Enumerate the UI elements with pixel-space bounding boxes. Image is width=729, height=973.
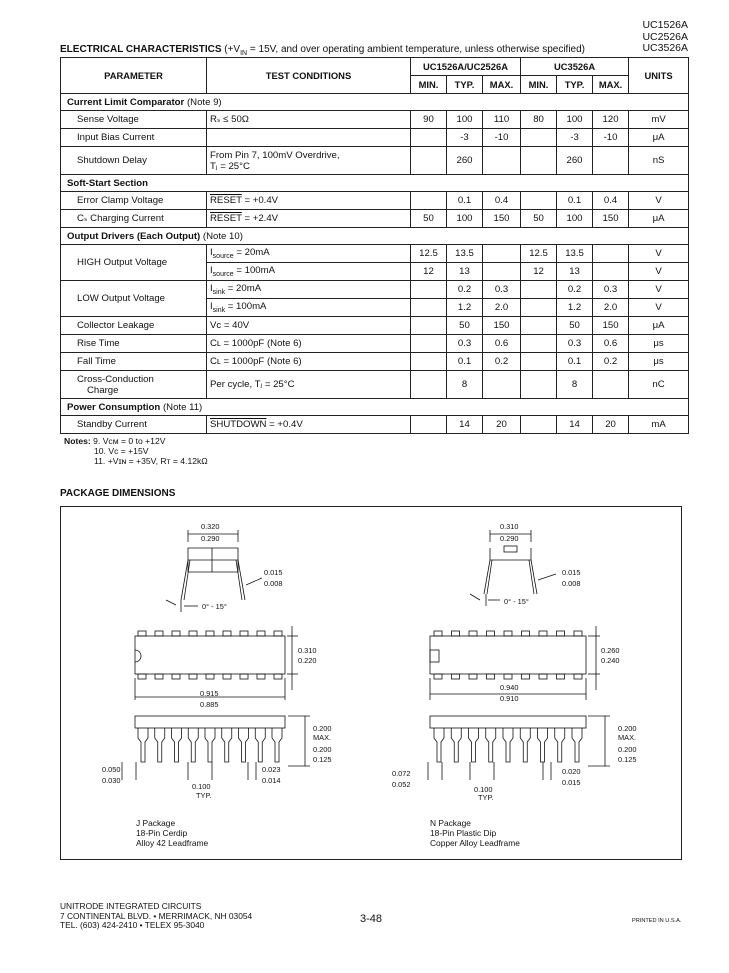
dimension-labels [102, 522, 637, 802]
ec-title-text: (+V [221, 44, 241, 55]
j-label-line: Alloy 42 Leadframe [136, 838, 209, 848]
bottom-pin [189, 674, 197, 679]
cell-param: Rise Time [61, 335, 207, 353]
cell-value: 110 [483, 111, 521, 129]
cell-value: 13.5 [447, 245, 483, 263]
cond-sub: source [212, 270, 234, 278]
cell-unit: mV [629, 111, 689, 129]
cell-value: 14 [447, 416, 483, 434]
cell-unit: nC [629, 371, 689, 399]
section-title: Output Drivers (Each Output) [67, 230, 201, 242]
top-pin [504, 631, 512, 636]
cell-value: 8 [447, 371, 483, 399]
dim-j-lead-width-min: 0.014 [262, 776, 281, 785]
cond-text: = +0.4V [266, 419, 303, 430]
cell-value: 13.5 [557, 245, 593, 263]
top-pin [223, 631, 231, 636]
cell-value: 50 [411, 210, 447, 228]
param-line: Cross-Conduction [77, 373, 154, 385]
side-pin [272, 728, 282, 762]
cell-value: -10 [593, 129, 629, 147]
footer-address [60, 902, 252, 931]
side-pin [255, 728, 265, 762]
cell-value: 100 [557, 210, 593, 228]
cell-value: 0.4 [593, 192, 629, 210]
cell-value: 100 [557, 111, 593, 129]
cell-value: 8 [557, 371, 593, 399]
dim-j-length-min: 0.885 [200, 700, 219, 709]
dim-n-width-min: 0.290 [500, 534, 519, 543]
side-pin [572, 728, 582, 762]
side-pin [451, 728, 461, 762]
cell-value: 50 [521, 210, 557, 228]
side-pin [205, 728, 215, 762]
top-pin [539, 631, 547, 636]
cell-cond: Per cycle, Tⱼ = 25°C [207, 371, 411, 399]
dim-n-lead-min: 0.008 [562, 579, 581, 588]
cell-value: 50 [447, 317, 483, 335]
header-typ: TYP. [447, 76, 483, 94]
cell-unit: μA [629, 210, 689, 228]
top-pin [452, 631, 460, 636]
dim-n-lead-max: 0.015 [562, 568, 581, 577]
side-pin [469, 728, 479, 762]
dim-j-height-min: 0.220 [298, 656, 317, 665]
cell-unit: μA [629, 317, 689, 335]
cell-param: Input Bias Current [61, 129, 207, 147]
cell-value: 0.3 [483, 281, 521, 299]
n-package-label [430, 818, 520, 848]
dim-n-angle: 0° - 15° [504, 597, 529, 606]
dim-j-body-height-note: MAX. [313, 733, 332, 742]
bottom-pin [452, 674, 460, 679]
cell-value: 150 [593, 210, 629, 228]
side-pin [503, 728, 513, 762]
part-number: UC1526A [642, 19, 688, 31]
cond-text: = +2.4V [241, 213, 279, 224]
part-number: UC2526A [642, 30, 688, 43]
dim-j-pitch-note: TYP. [196, 791, 212, 800]
top-pin [487, 631, 495, 636]
dim-n-pitch: 0.100 [474, 785, 493, 794]
header-group2: UC3526A [521, 58, 629, 76]
dim-j-lead-width-max: 0.023 [262, 765, 281, 774]
top-pin [574, 631, 582, 636]
side-pin [555, 728, 565, 762]
header-max: MAX. [593, 76, 629, 94]
top-pin [172, 631, 180, 636]
cond-overline: RESET [210, 195, 242, 206]
top-pin [434, 631, 442, 636]
cell-value: 0.2 [483, 353, 521, 371]
cell-unit: μs [629, 335, 689, 353]
cell-value: 150 [483, 210, 521, 228]
bottom-pin [274, 674, 282, 679]
bottom-pin [223, 674, 231, 679]
cell-value: 0.6 [593, 335, 629, 353]
cell-value: 0.4 [483, 192, 521, 210]
cell-value: 50 [557, 317, 593, 335]
n-label-line: 18-Pin Plastic Dip [430, 828, 497, 838]
side-pin [138, 728, 148, 762]
cell-param: Standby Current [61, 416, 207, 434]
cell-param: Shutdown Delay [61, 147, 207, 175]
ec-title-sub: IN [240, 50, 248, 57]
side-pin [188, 728, 198, 762]
cell-value: 1.2 [447, 299, 483, 317]
cell-param: HIGH Output Voltage [61, 245, 207, 281]
cell-value: 260 [447, 147, 483, 175]
cell-value: 12.5 [411, 245, 447, 263]
footer-line: TEL. (603) 424-2410 • TELEX 95-3040 [60, 920, 205, 930]
j-side-view [122, 716, 310, 780]
bottom-pin [240, 674, 248, 679]
section-note: (Note 11) [160, 401, 203, 413]
part-number: UC3526A [642, 42, 688, 54]
bottom-pin [434, 674, 442, 679]
header-test-conditions: TEST CONDITIONS [207, 58, 411, 94]
cell-param: Collector Leakage [61, 317, 207, 335]
bottom-pin [504, 674, 512, 679]
cell-value: 0.3 [593, 281, 629, 299]
j-package-label [136, 818, 208, 848]
header-min: MIN. [521, 76, 557, 94]
ec-title-bold: ELECTRICAL CHARACTERISTICS [60, 44, 222, 55]
top-pin [522, 631, 530, 636]
j-label-line: J Package [136, 818, 176, 828]
top-pin [206, 631, 214, 636]
dim-j-end-min: 0.030 [102, 776, 121, 785]
bottom-pin [574, 674, 582, 679]
note-10: 10. Vᴄ = +15V [94, 446, 149, 456]
cell-value: 80 [521, 111, 557, 129]
cell-value: 2.0 [483, 299, 521, 317]
cell-value: 0.6 [483, 335, 521, 353]
cell-value: 20 [483, 416, 521, 434]
dim-n-lead-width-max: 0.020 [562, 767, 581, 776]
cond-text: = 100mA [233, 265, 276, 277]
dim-n-length-max: 0.940 [500, 683, 519, 692]
cell-param: LOW Output Voltage [61, 281, 207, 317]
cell-value: 0.2 [557, 281, 593, 299]
cell-value: 2.0 [593, 299, 629, 317]
bottom-pin [522, 674, 530, 679]
cell-value: 0.1 [447, 192, 483, 210]
cell-value: 1.2 [557, 299, 593, 317]
note-11: 11. +Vɪɴ = +35V, Rᴛ = 4.12kΩ [94, 456, 208, 466]
cell-unit: μA [629, 129, 689, 147]
dim-j-pin-max: 0.200 [313, 745, 332, 754]
n-label-line: N Package [430, 818, 471, 828]
top-pin [469, 631, 477, 636]
cond-text: I [210, 247, 213, 259]
cell-value: 90 [411, 111, 447, 129]
side-pin [538, 728, 548, 762]
cell-value: 150 [483, 317, 521, 335]
cell-cond: Cʟ = 1000pF (Note 6) [207, 353, 411, 371]
dim-n-pin-max: 0.200 [618, 745, 637, 754]
cell-value: 100 [447, 210, 483, 228]
dim-n-end-max: 0.072 [392, 769, 411, 778]
cond-sub: sink [212, 288, 226, 296]
section-note: (Note 10) [200, 230, 243, 242]
cell-value: 14 [557, 416, 593, 434]
top-pin [557, 631, 565, 636]
section-note: (Note 9) [184, 96, 222, 108]
dim-j-pin-min: 0.125 [313, 755, 332, 764]
dim-j-lead-min: 0.008 [264, 579, 283, 588]
cell-unit: V [629, 263, 689, 281]
cond-text: = +0.4V [241, 195, 279, 206]
dim-j-width-min: 0.290 [201, 534, 220, 543]
cell-cond: Vᴄ = 40V [207, 317, 411, 335]
printed-in: PRINTED IN U.S.A. [632, 918, 682, 924]
cell-unit: V [629, 281, 689, 299]
side-pin [520, 728, 530, 762]
cond-text: I [210, 265, 213, 277]
cell-value: 0.3 [447, 335, 483, 353]
bottom-pin [469, 674, 477, 679]
cell-param: Cₛ Charging Current [61, 210, 207, 228]
dim-n-body-height-note: MAX. [618, 733, 637, 742]
cell-value: 12.5 [521, 245, 557, 263]
cell-value: 13 [447, 263, 483, 281]
bottom-pin [138, 674, 146, 679]
bottom-pin [257, 674, 265, 679]
dim-j-angle: 0° - 15° [202, 602, 227, 611]
section-title: Power Consumption [67, 401, 161, 413]
cell-unit: μs [629, 353, 689, 371]
cell-value: 0.1 [557, 353, 593, 371]
dim-j-pitch: 0.100 [192, 782, 211, 791]
bottom-pin [539, 674, 547, 679]
cond-text: = 20mA [233, 247, 270, 259]
section-soft-start: Soft-Start Section [61, 175, 689, 192]
cell-value: 100 [447, 111, 483, 129]
cond-overline: RESET [210, 213, 242, 224]
bottom-pin [557, 674, 565, 679]
side-pin [434, 728, 444, 762]
cell-value: 120 [593, 111, 629, 129]
top-pin [138, 631, 146, 636]
bottom-pin [172, 674, 180, 679]
cell-unit: V [629, 299, 689, 317]
dim-n-body-height: 0.200 [618, 724, 637, 733]
dim-n-end-min: 0.052 [392, 780, 411, 789]
header-units: UNITS [629, 58, 689, 94]
header-parameter: PARAMETER [61, 58, 207, 94]
cell-value: 13 [557, 263, 593, 281]
header-max: MAX. [483, 76, 521, 94]
cond-text: I [210, 283, 213, 295]
cell-param: Sense Voltage [61, 111, 207, 129]
footer-line: UNITRODE INTEGRATED CIRCUITS [60, 901, 202, 911]
cell-value: -3 [557, 129, 593, 147]
cond-text: I [210, 301, 213, 313]
side-pin [222, 728, 232, 762]
cond-line: From Pin 7, 100mV Overdrive, [210, 149, 340, 161]
side-pin [155, 728, 165, 762]
side-pin [172, 728, 182, 762]
package-dimensions-title: PACKAGE DIMENSIONS [60, 488, 176, 499]
dim-j-width-max: 0.320 [201, 522, 220, 531]
dim-n-height-max: 0.260 [601, 646, 620, 655]
top-pin [189, 631, 197, 636]
cond-line: Tⱼ = 25°C [210, 160, 250, 172]
dim-j-length-max: 0.915 [200, 689, 219, 698]
cell-value: 260 [557, 147, 593, 175]
dim-n-height-min: 0.240 [601, 656, 620, 665]
n-label-line: Copper Alloy Leadframe [430, 838, 520, 848]
dim-j-end-max: 0.050 [102, 765, 121, 774]
dim-n-pitch-note: TYP. [478, 793, 494, 802]
top-pin [240, 631, 248, 636]
dim-j-lead-max: 0.015 [264, 568, 283, 577]
header-typ: TYP. [557, 76, 593, 94]
top-pin [257, 631, 265, 636]
cell-value: 150 [593, 317, 629, 335]
ec-title-text: = 15V, and over operating ambient temperature, unless otherwise specified) [247, 44, 585, 55]
cell-value: 20 [593, 416, 629, 434]
cell-unit: mA [629, 416, 689, 434]
top-pin [155, 631, 163, 636]
side-pin [239, 728, 249, 762]
cond-sub: source [212, 252, 234, 260]
cell-value: -3 [447, 129, 483, 147]
cell-value: -10 [483, 129, 521, 147]
cell-unit: V [629, 245, 689, 263]
cell-cond: Rₛ ≤ 50Ω [207, 111, 411, 129]
dim-n-pin-min: 0.125 [618, 755, 637, 764]
cell-cond: Cʟ = 1000pF (Note 6) [207, 335, 411, 353]
side-pin [486, 728, 496, 762]
cell-value: 12 [521, 263, 557, 281]
cond-overline: SHUTDOWN [210, 419, 267, 430]
cond-text: = 100mA [225, 301, 267, 313]
cond-sub: sink [212, 306, 226, 314]
footer-line: 7 CONTINENTAL BLVD. • MERRIMACK, NH 03054 [60, 910, 253, 921]
dim-j-height-max: 0.310 [298, 646, 317, 655]
section-title: Current Limit Comparator [67, 96, 185, 108]
bottom-pin [206, 674, 214, 679]
header-min: MIN. [411, 76, 447, 94]
cell-value: 0.3 [557, 335, 593, 353]
top-pin [274, 631, 282, 636]
cell-unit: nS [629, 147, 689, 175]
dim-n-lead-width-min: 0.015 [562, 778, 581, 787]
cell-param: Fall Time [61, 353, 207, 371]
cell-value: 12 [411, 263, 447, 281]
bottom-pin [487, 674, 495, 679]
notes-label: Notes: [64, 436, 91, 446]
n-side-view [428, 716, 610, 780]
cell-value: 0.1 [447, 353, 483, 371]
note-9: 9. Vᴄᴍ = 0 to +12V [93, 436, 166, 446]
dim-n-width-max: 0.310 [500, 522, 519, 531]
header-group1: UC1526A/UC2526A [411, 58, 521, 76]
page-number: 3-48 [360, 913, 383, 925]
cell-value: 0.2 [593, 353, 629, 371]
cell-value: 0.2 [447, 281, 483, 299]
bottom-pin [155, 674, 163, 679]
cell-value: 0.1 [557, 192, 593, 210]
param-line: Charge [87, 384, 119, 396]
cell-param: Error Clamp Voltage [61, 192, 207, 210]
cell-unit: V [629, 192, 689, 210]
dim-j-body-height: 0.200 [313, 724, 332, 733]
cond-text: = 20mA [225, 283, 262, 295]
j-label-line: 18-Pin Cerdip [136, 828, 188, 838]
dim-n-length-min: 0.910 [500, 694, 519, 703]
